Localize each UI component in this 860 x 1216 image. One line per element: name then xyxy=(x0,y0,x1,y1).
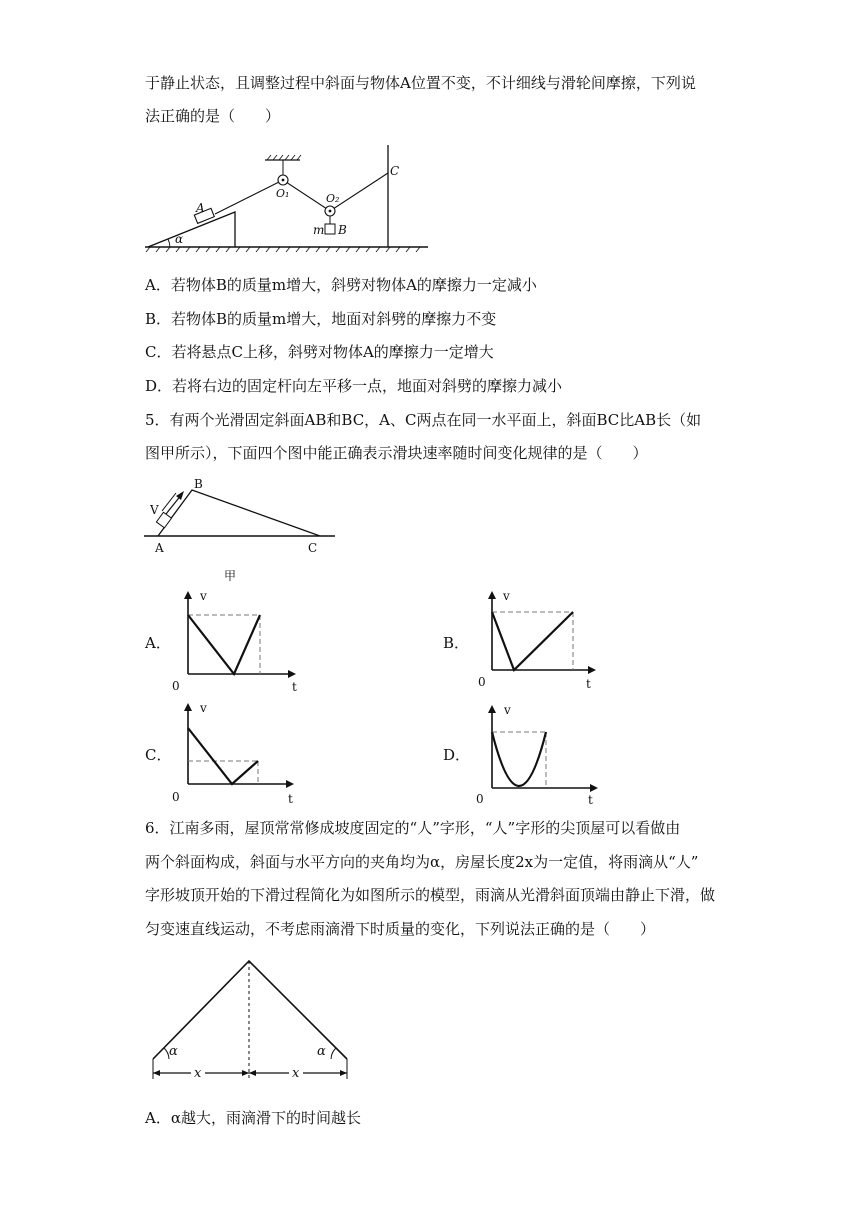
label-A: A xyxy=(155,541,164,555)
label-m: m xyxy=(313,223,325,237)
q4-option-a: A．若物体B的质量m增大，斜劈对物体A的摩擦力一定减小 xyxy=(145,276,537,294)
q6-line-2: 两个斜面构成，斜面与水平方向的夹角均为α，房屋长度2x为一定值，将雨滴从“人” xyxy=(145,853,699,871)
angle-right: α xyxy=(317,1044,326,1059)
q6-option-a: A．α越大，雨滴滑下的时间越长 xyxy=(145,1109,361,1127)
label-C: C xyxy=(390,164,400,178)
vt-graph-b xyxy=(476,588,606,693)
q5-line-1: 5．有两个光滑固定斜面AB和BC，A、C两点在同一水平面上，斜面BC比AB长（如 xyxy=(145,411,702,429)
label-O2: O₂ xyxy=(326,192,340,205)
label-alpha: α xyxy=(175,232,184,246)
q5-line-2: 图甲所示），下面四个图中能正确表示滑块速率随时间变化规律的是（ ） xyxy=(145,444,648,462)
axis-v: v xyxy=(503,589,510,603)
axis-t: t xyxy=(588,793,593,807)
dim-x-right: x xyxy=(292,1066,300,1081)
origin: 0 xyxy=(172,679,180,693)
label-v: V xyxy=(150,503,159,517)
q6-line-3: 字形坡顶开始的下滑过程简化为如图所示的模型，雨滴从光滑斜面顶端由静止下滑，做 xyxy=(145,886,716,904)
axis-v: v xyxy=(200,589,207,603)
q5-option-c-letter: C． xyxy=(145,746,172,764)
q4-option-d: D．若将右边的固定杆向左平移一点，地面对斜劈的摩擦力减小 xyxy=(145,377,563,395)
roof-diagram xyxy=(145,955,360,1085)
label-B: B xyxy=(194,477,203,491)
label-C: C xyxy=(308,541,318,555)
q5-option-d-letter: D． xyxy=(443,746,471,764)
q6-line-1: 6．江南多雨，屋顶常常修成坡度固定的“人”字形，“人”字形的尖顶屋可以看做由 xyxy=(145,819,681,837)
intro-line-1: 于静止状态，且调整过程中斜面与物体A位置不变，不计细线与滑轮间摩擦，下列说 xyxy=(145,74,696,92)
label-A: A xyxy=(196,201,205,215)
origin: 0 xyxy=(172,790,180,804)
axis-t: t xyxy=(586,677,591,691)
q5-option-a-letter: A． xyxy=(145,634,171,652)
vt-graph-a xyxy=(172,588,302,693)
vt-graph-c xyxy=(172,700,302,805)
pulley-incline-diagram xyxy=(140,140,430,255)
angle-left: α xyxy=(169,1044,178,1059)
axis-t: t xyxy=(292,680,297,694)
axis-v: v xyxy=(504,703,511,717)
axis-v: v xyxy=(200,701,207,715)
q5-option-b-letter: B． xyxy=(443,634,470,652)
two-slopes-diagram xyxy=(140,472,340,582)
caption-jia: 甲 xyxy=(224,569,237,583)
origin: 0 xyxy=(476,792,484,806)
q4-option-c: C．若将悬点C上移，斜劈对物体A的摩擦力一定增大 xyxy=(145,343,494,361)
label-O1: O₁ xyxy=(276,187,290,200)
vt-graph-d xyxy=(476,700,606,805)
origin: 0 xyxy=(478,675,486,689)
dim-x-left: x xyxy=(194,1066,202,1081)
intro-line-2: 法正确的是（ ） xyxy=(145,107,281,125)
q6-line-4: 匀变速直线运动，不考虑雨滴滑下时质量的变化，下列说法正确的是（ ） xyxy=(145,920,656,938)
label-B: B xyxy=(338,223,347,237)
q4-option-b: B．若物体B的质量m增大，地面对斜劈的摩擦力不变 xyxy=(145,310,497,328)
axis-t: t xyxy=(288,792,293,806)
